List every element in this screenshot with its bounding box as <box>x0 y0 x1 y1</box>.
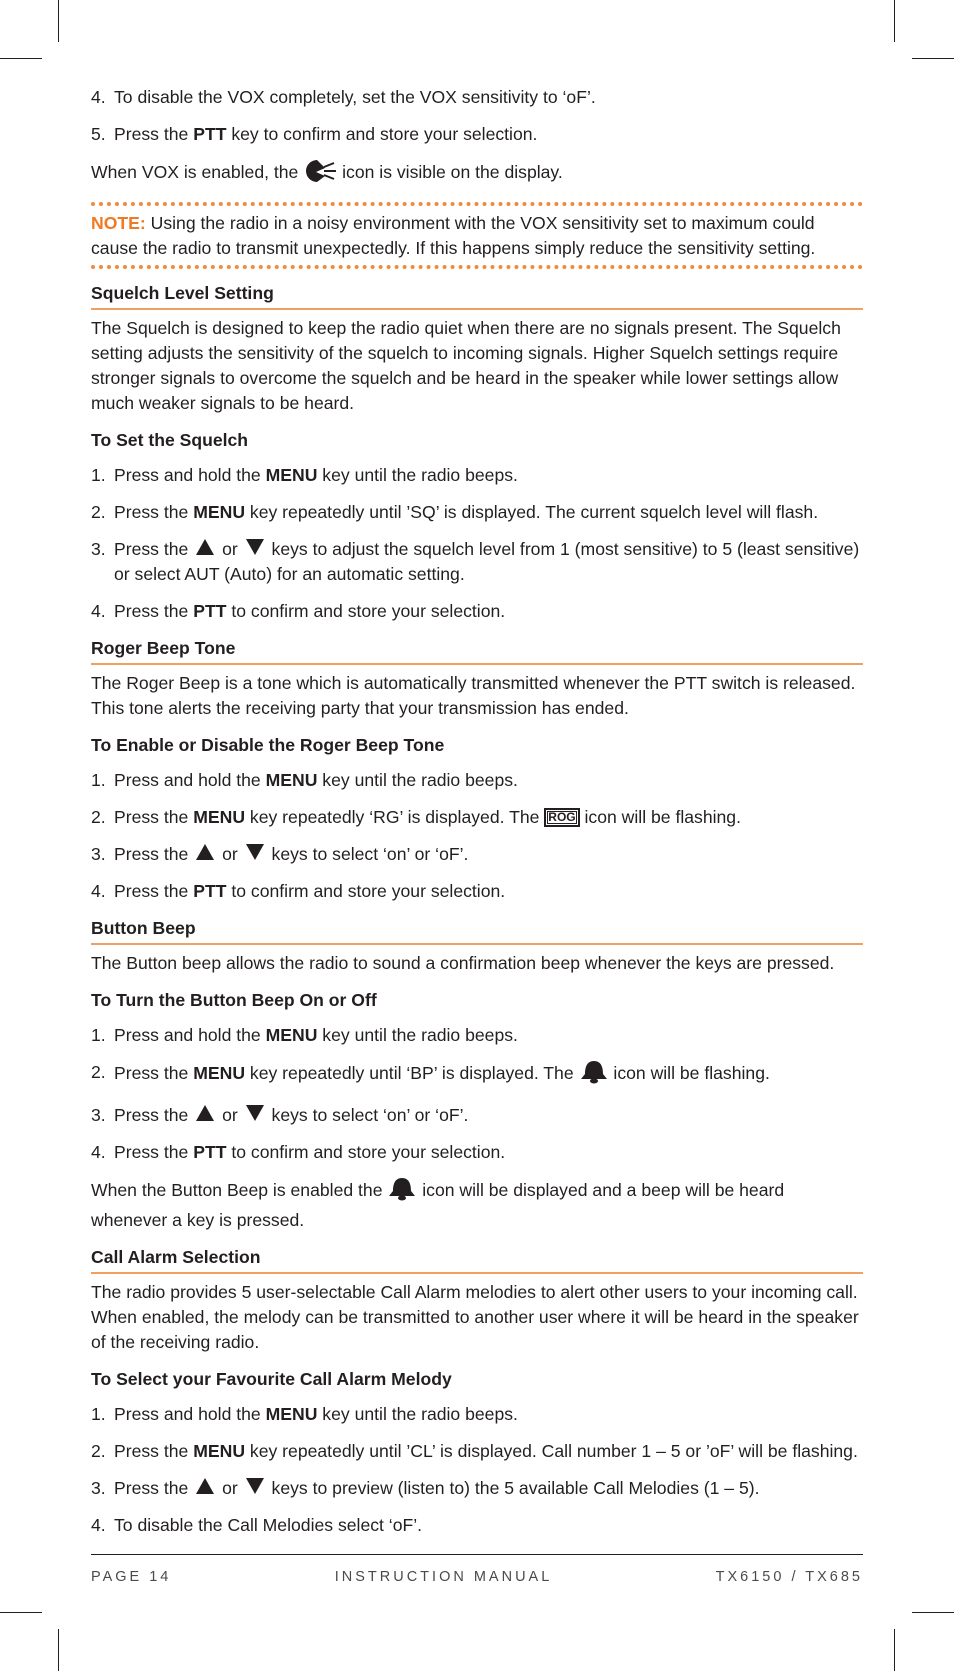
step-number: 5. <box>91 124 106 144</box>
rog-icon: ROG <box>544 808 579 827</box>
subsection-heading: To Select your Favourite Call Alarm Melody <box>91 1369 452 1389</box>
step-text: Press the MENU key repeatedly ‘RG’ is displayed. The ROG icon will be flashing. <box>114 807 741 827</box>
step-number: 4. <box>91 1515 106 1535</box>
section-body: The Squelch is designed to keep the radio quiet when there are no signals present. The Squelch setting adjusts the sensitivity of the squelch to incoming signals. Higher Squelch settings require stronger signals to overcome the squelch and be heard in the speaker while lower settings allow much weaker signals to be heard. <box>91 318 841 413</box>
step-text: Press the or keys to preview (listen to) the 5 available Call Melodies (1 – 5). <box>114 1478 760 1498</box>
footer-model: TX6150 / TX685 <box>715 1569 863 1585</box>
crop-mark <box>912 1612 954 1613</box>
list-item <box>91 1023 863 1048</box>
down-arrow-icon <box>246 844 264 860</box>
step-number: 2. <box>91 1441 106 1461</box>
list-item <box>91 599 863 624</box>
step-text: Press the PTT to confirm and store your selection. <box>114 881 506 901</box>
subsection-heading: To Enable or Disable the Roger Beep Tone <box>91 735 445 755</box>
page-number: PAGE 14 <box>91 1569 172 1585</box>
list-item <box>91 805 863 830</box>
up-arrow-icon <box>196 1105 214 1121</box>
list-item <box>91 1476 863 1501</box>
section-body: The Roger Beep is a tone which is automatically transmitted whenever the PTT switch is released. This tone alerts the receiving party that your transmission has ended. <box>91 673 856 718</box>
list-item <box>91 122 863 147</box>
list-item <box>91 85 863 110</box>
step-number: 4. <box>91 1142 106 1162</box>
step-number: 2. <box>91 502 106 522</box>
step-number: 1. <box>91 465 106 485</box>
manual-page <box>91 85 863 1550</box>
step-number: 4. <box>91 87 106 107</box>
step-number: 2. <box>91 1062 106 1082</box>
step-number: 4. <box>91 881 106 901</box>
bell-icon <box>387 1177 417 1208</box>
step-text: Press and hold the MENU key until the radio beeps. <box>114 770 518 790</box>
subsection-heading: To Set the Squelch <box>91 430 249 450</box>
step-text: Press and hold the MENU key until the radio beeps. <box>114 465 518 485</box>
section-heading: Roger Beep Tone <box>91 636 863 665</box>
down-arrow-icon <box>246 1478 264 1494</box>
crop-mark <box>0 58 42 59</box>
step-text: Press the PTT key to confirm and store your selection. <box>114 124 538 144</box>
up-arrow-icon <box>196 1478 214 1494</box>
step-number: 3. <box>91 1478 106 1498</box>
vox-icon <box>303 159 337 190</box>
step-text: Press the or keys to adjust the squelch level from 1 (most sensitive) to 5 (least sensitive) or select AUT (Auto) for an automatic setting. <box>114 539 860 584</box>
step-number: 4. <box>91 601 106 621</box>
crop-mark <box>0 1612 42 1613</box>
list-item <box>91 1513 863 1538</box>
step-text: Press and hold the MENU key until the radio beeps. <box>114 1404 518 1424</box>
list-item <box>91 768 863 793</box>
step-text: Press the MENU key repeatedly until ’CL’ is displayed. Call number 1 – 5 or ’oF’ will be flashing. <box>114 1441 858 1461</box>
list-item <box>91 1140 863 1165</box>
step-text: Press the MENU key repeatedly until ‘BP’ is displayed. The icon will be flashing. <box>114 1060 863 1091</box>
list-item <box>91 1103 863 1128</box>
button-beep-enabled-text: When the Button Beep is enabled the icon will be displayed and a beep will be heard whenever a key is pressed. <box>91 1177 863 1233</box>
step-number: 3. <box>91 1105 106 1125</box>
up-arrow-icon <box>196 539 214 555</box>
list-item <box>91 1439 863 1464</box>
section-heading: Call Alarm Selection <box>91 1245 863 1274</box>
subsection-heading: To Turn the Button Beep On or Off <box>91 990 377 1010</box>
note-text: NOTE: Using the radio in a noisy environment with the VOX sensitivity set to maximum could cause the radio to transmit unexpectedly. If this happens simply reduce the sensitivity setting. <box>91 213 816 258</box>
list-item <box>91 1060 863 1091</box>
crop-mark <box>58 0 59 42</box>
note-label: NOTE: <box>91 213 146 233</box>
step-text: To disable the VOX completely, set the VOX sensitivity to ‘oF’. <box>114 87 596 107</box>
step-text: Press the or keys to select ‘on’ or ‘oF’. <box>114 844 469 864</box>
section-body: The radio provides 5 user-selectable Call Alarm melodies to alert other users to your incoming call. When enabled, the melody can be transmitted to another user where it will be heard in the speaker of the receiving radio. <box>91 1282 859 1352</box>
step-number: 1. <box>91 1025 106 1045</box>
list-item <box>91 463 863 488</box>
step-number: 1. <box>91 770 106 790</box>
page-footer <box>91 1554 863 1585</box>
step-number: 1. <box>91 1404 106 1424</box>
step-text: Press the PTT to confirm and store your selection. <box>114 601 506 621</box>
section-body: The Button beep allows the radio to sound a confirmation beep whenever the keys are pressed. <box>91 953 835 973</box>
list-item <box>91 500 863 525</box>
section-heading: Squelch Level Setting <box>91 281 863 310</box>
step-text: Press the or keys to select ‘on’ or ‘oF’. <box>114 1105 469 1125</box>
list-item <box>91 842 863 867</box>
dotted-divider <box>91 265 863 269</box>
list-item <box>91 1402 863 1427</box>
down-arrow-icon <box>246 1105 264 1121</box>
step-text: Press the MENU key repeatedly until ’SQ’ is displayed. The current squelch level will flash. <box>114 502 819 522</box>
crop-mark <box>894 0 895 42</box>
list-item <box>91 537 863 587</box>
step-number: 3. <box>91 844 106 864</box>
note-box <box>91 202 863 269</box>
step-text: To disable the Call Melodies select ‘oF’. <box>114 1515 423 1535</box>
crop-mark <box>894 1629 895 1671</box>
step-text: Press the PTT to confirm and store your selection. <box>114 1142 506 1162</box>
crop-mark <box>58 1629 59 1671</box>
up-arrow-icon <box>196 844 214 860</box>
bell-icon <box>579 1060 609 1091</box>
section-heading: Button Beep <box>91 916 863 945</box>
down-arrow-icon <box>246 539 264 555</box>
footer-title: INSTRUCTION MANUAL <box>334 1569 553 1585</box>
vox-enabled-text: When VOX is enabled, the icon is visible on the display. <box>91 159 863 190</box>
list-item <box>91 879 863 904</box>
crop-mark <box>912 58 954 59</box>
step-number: 3. <box>91 539 106 559</box>
step-number: 2. <box>91 807 106 827</box>
step-text: Press and hold the MENU key until the radio beeps. <box>114 1025 518 1045</box>
